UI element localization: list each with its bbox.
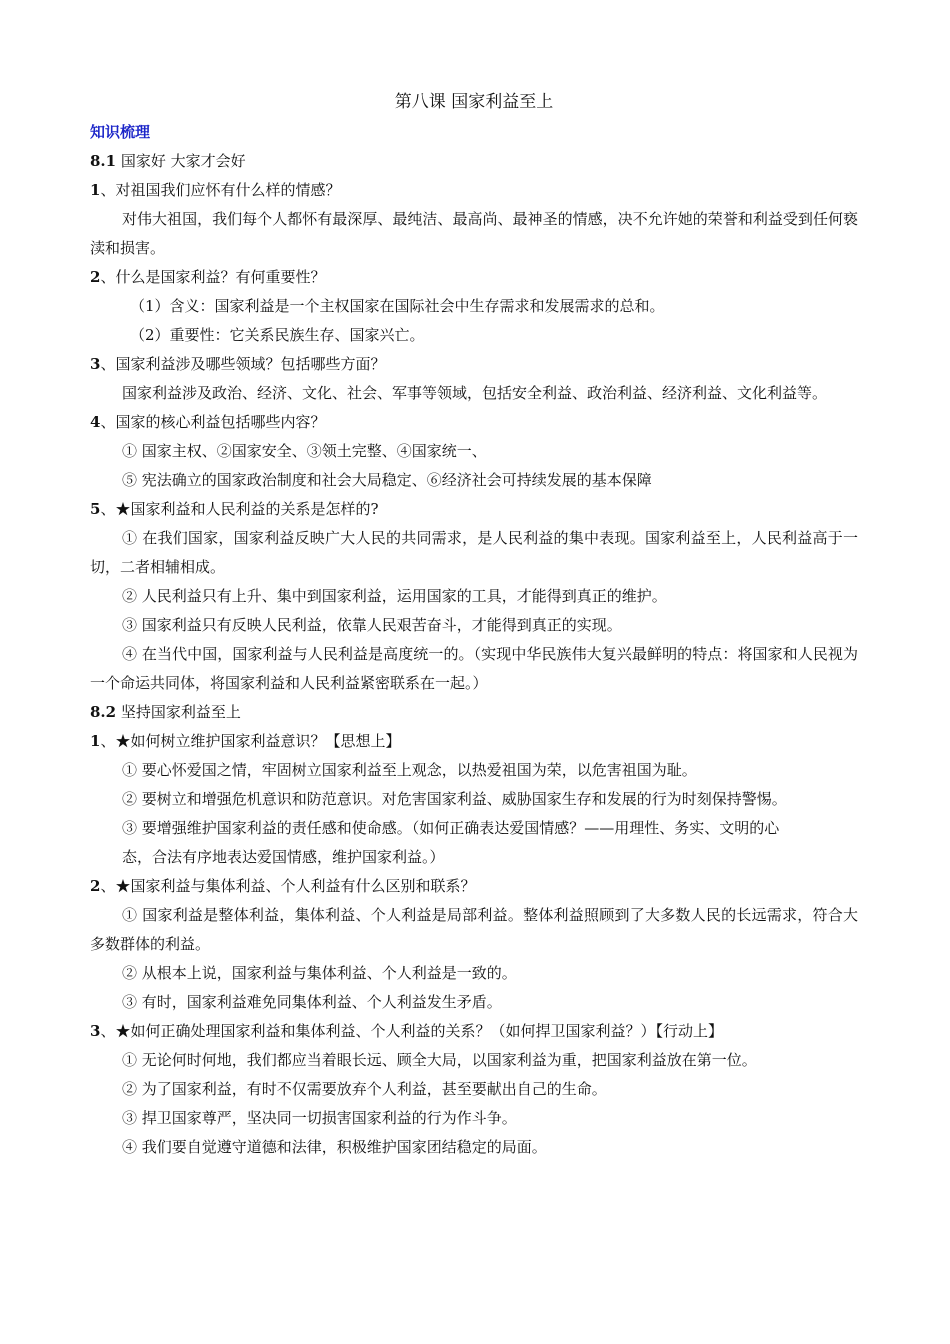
question-4 bbox=[90, 408, 858, 437]
answer-paragraph: ④ 在当代中国，国家利益与人民利益是高度统一的。（实现中华民族伟大复兴最鲜明的特点：将国家和人民视为一个命运共同体，将国家利益和人民利益紧密联系在一起。） bbox=[90, 645, 858, 692]
question-number: 3 bbox=[90, 355, 101, 373]
answer-line: （1）含义：国家利益是一个主权国家在国际社会中生存需求和发展需求的总和。 bbox=[130, 297, 665, 315]
question-number: 1 bbox=[90, 732, 101, 750]
answer-line: （2）重要性：它关系民族生存、国家兴亡。 bbox=[130, 326, 425, 344]
subsection-8-2 bbox=[90, 698, 858, 727]
subsection-number: 8.2 bbox=[90, 703, 117, 721]
answer-paragraph: ③ 捍卫国家尊严，坚决同一切损害国家利益的行为作斗争。 bbox=[122, 1109, 517, 1127]
answer-paragraph: ② 人民利益只有上升、集中到国家利益，运用国家的工具，才能得到真正的维护。 bbox=[122, 587, 667, 605]
subsection-number: 8.1 bbox=[90, 152, 117, 170]
question-text: 、国家的核心利益包括哪些内容？ bbox=[100, 413, 326, 431]
question-text: 、国家利益涉及哪些领域？包括哪些方面？ bbox=[100, 355, 386, 373]
answer-paragraph: ② 从根本上说，国家利益与集体利益、个人利益是一致的。 bbox=[122, 964, 517, 982]
page-title: 第八课 国家利益至上 bbox=[394, 92, 554, 112]
question-text: 、★国家利益与集体利益、个人利益有什么区别和联系？ bbox=[100, 877, 476, 895]
point-1 bbox=[90, 727, 858, 756]
answer-paragraph: ② 要树立和增强危机意识和防范意识。对危害国家利益、威胁国家生存和发展的行为时刻保持警惕。 bbox=[122, 790, 787, 808]
question-text: 、★国家利益和人民利益的关系是怎样的? bbox=[100, 500, 379, 518]
subsection-8-1 bbox=[90, 147, 858, 176]
answer-line: 态，合法有序地表达爱国情感，维护国家利益。） bbox=[122, 848, 445, 866]
subsection-title: 国家好 大家才会好 bbox=[116, 152, 246, 170]
point-2 bbox=[90, 872, 858, 901]
question-text: 、★如何树立维护国家利益意识？【思想上】 bbox=[100, 732, 401, 750]
answer-paragraph: ③ 国家利益只有反映人民利益，依靠人民艰苦奋斗，才能得到真正的实现。 bbox=[122, 616, 622, 634]
question-number: 2 bbox=[90, 877, 101, 895]
question-text: 、对祖国我们应怀有什么样的情感？ bbox=[100, 181, 341, 199]
answer-paragraph: ① 无论何时何地，我们都应当着眼长远、顾全大局，以国家利益为重，把国家利益放在第一位。 bbox=[122, 1051, 757, 1069]
answer-paragraph: ② 为了国家利益，有时不仅需要放弃个人利益，甚至要献出自己的生命。 bbox=[122, 1080, 607, 1098]
answer-paragraph: ③ 要增强维护国家利益的责任感和使命感。（如何正确表达爱国情感？——用理性、务实、文明的心 bbox=[122, 819, 780, 837]
question-number: 2 bbox=[90, 268, 101, 286]
question-number: 1 bbox=[90, 181, 101, 199]
question-3 bbox=[90, 350, 858, 379]
question-number: 4 bbox=[90, 413, 101, 431]
answer-paragraph: ① 在我们国家，国家利益反映广大人民的共同需求，是人民利益的集中表现。国家利益至上，人民利益高于一切，二者相辅相成。 bbox=[90, 529, 858, 576]
question-text: 、★如何正确处理国家利益和集体利益、个人利益的关系？（如何捍卫国家利益？）【行动上】 bbox=[100, 1022, 723, 1040]
answer-paragraph: 对伟大祖国，我们每个人都怀有最深厚、最纯洁、最高尚、最神圣的情感，决不允许她的荣誉和利益受到任何亵渎和损害。 bbox=[90, 210, 858, 257]
question-5 bbox=[90, 495, 858, 524]
question-2 bbox=[90, 263, 858, 292]
answer-paragraph: ③ 有时，国家利益难免同集体利益、个人利益发生矛盾。 bbox=[122, 993, 502, 1011]
answer-paragraph: ④ 我们要自觉遵守道德和法律，积极维护国家团结稳定的局面。 bbox=[122, 1138, 547, 1156]
answer-paragraph: 国家利益涉及政治、经济、文化、社会、军事等领域，包括安全利益、政治利益、经济利益、文化利益等。 bbox=[122, 384, 828, 402]
question-number: 5 bbox=[90, 500, 101, 518]
answer-line: ⑤ 宪法确立的国家政治制度和社会大局稳定、⑥经济社会可持续发展的基本保障 bbox=[122, 471, 652, 489]
point-3 bbox=[90, 1017, 858, 1046]
document-page bbox=[90, 88, 858, 1162]
question-1 bbox=[90, 176, 858, 205]
answer-paragraph: ① 要心怀爱国之情，牢固树立国家利益至上观念，以热爱祖国为荣，以危害祖国为耻。 bbox=[122, 761, 697, 779]
answer-paragraph: ① 国家利益是整体利益，集体利益、个人利益是局部利益。整体利益照顾到了大多数人民的长远需求，符合大多数群体的利益。 bbox=[90, 906, 858, 953]
section-heading: 知识梳理 bbox=[90, 123, 151, 141]
subsection-title: 坚持国家利益至上 bbox=[116, 703, 241, 721]
answer-line: ① 国家主权、②国家安全、③领土完整、④国家统一、 bbox=[122, 442, 487, 460]
question-number: 3 bbox=[90, 1022, 101, 1040]
question-text: 、什么是国家利益？有何重要性？ bbox=[100, 268, 326, 286]
